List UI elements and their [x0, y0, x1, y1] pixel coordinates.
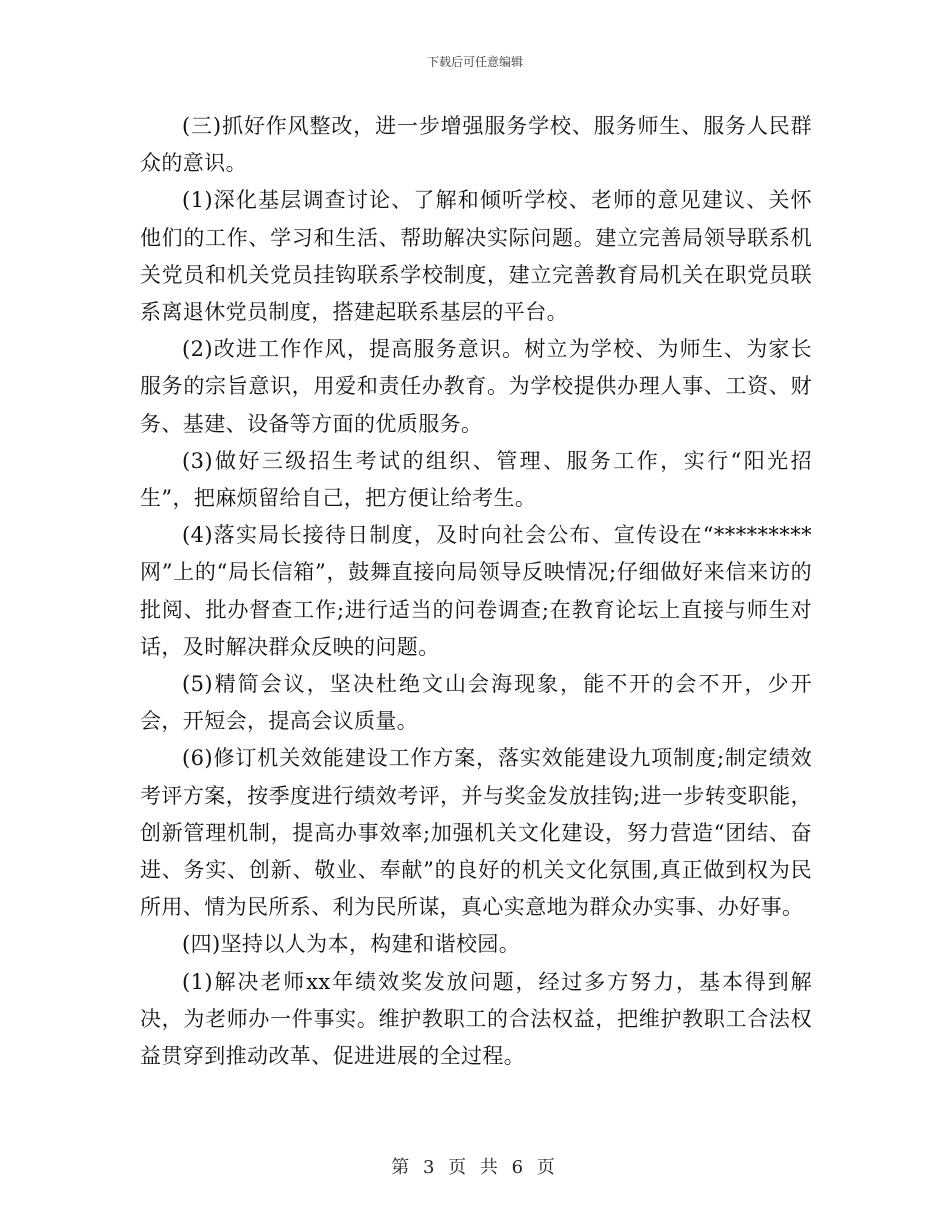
section-heading-4: (四)坚持以人为本，构建和谐校园。 — [182, 932, 521, 957]
paragraph-item-3: (3)做好三级招生考试的组织、管理、服务工作，实行“阳光招生”，把麻烦留给自己，把方便让给考生。 — [140, 448, 812, 511]
page-number-footer: 第 3 页 共 6 页 — [391, 1157, 559, 1178]
paragraph-item-4: (4)落实局长接待日制度，及时向社会公布、宣传设在“*********网”上的“局长信箱”，鼓舞直接向局领导反映情况;仔细做好来信来访的批阅、批办督查工作;进行适当的问卷调查;在教育论坛上直接与师生对话，及时解决群众反映的问题。 — [140, 523, 812, 659]
paragraph-item-2: (2)改进工作作风，提高服务意识。树立为学校、为师生、为家长服务的宗旨意识，用爱和责任办教育。为学校提供办理人事、工资、财务、基建、设备等方面的优质服务。 — [140, 337, 812, 436]
paragraph-item-5: (5)精简会议，坚决杜绝文山会海现象，能不开的会不开，少开会，开短会，提高会议质量。 — [140, 672, 812, 734]
paragraph-item-6: (6)修订机关效能建设工作方案，落实效能建设九项制度;制定绩效考评方案，按季度进行绩效考评，并与奖金发放挂钩;进一步转变职能，创新管理机制，提高办事效率;加强机关文化建设，努力营造“团结、奋进、务实、创新、敬业、奉献”的良好的机关文化氛围,真正做到权为民所用、情为民所系、利为民所谋，真心实意地为群众办实事、办好事。 — [140, 746, 812, 920]
paragraph-item-1b: (1)解决老师xx年绩效奖发放问题，经过多方努力，基本得到解决，为老师办一件事实。维护教职工的合法权益，把维护教职工合法权益贯穿到推动改革、促进进展的全过程。 — [140, 969, 812, 1069]
paragraph-item-1: (1)深化基层调查讨论、了解和倾听学校、老师的意见建议、关怀他们的工作、学习和生活、帮助解决实际问题。建立完善局领导联系机关党员和机关党员挂钩联系学校制度，建立完善教育局机关在职党员联系离退休党员制度，搭建起联系基层的平台。 — [140, 188, 812, 325]
section-heading-3: (三)抓好作风整改，进一步增强服务学校、服务师生、服务人民群众的意识。 — [140, 114, 812, 176]
header-note: 下载后可任意编辑 — [426, 55, 523, 69]
document-body — [140, 108, 812, 1075]
